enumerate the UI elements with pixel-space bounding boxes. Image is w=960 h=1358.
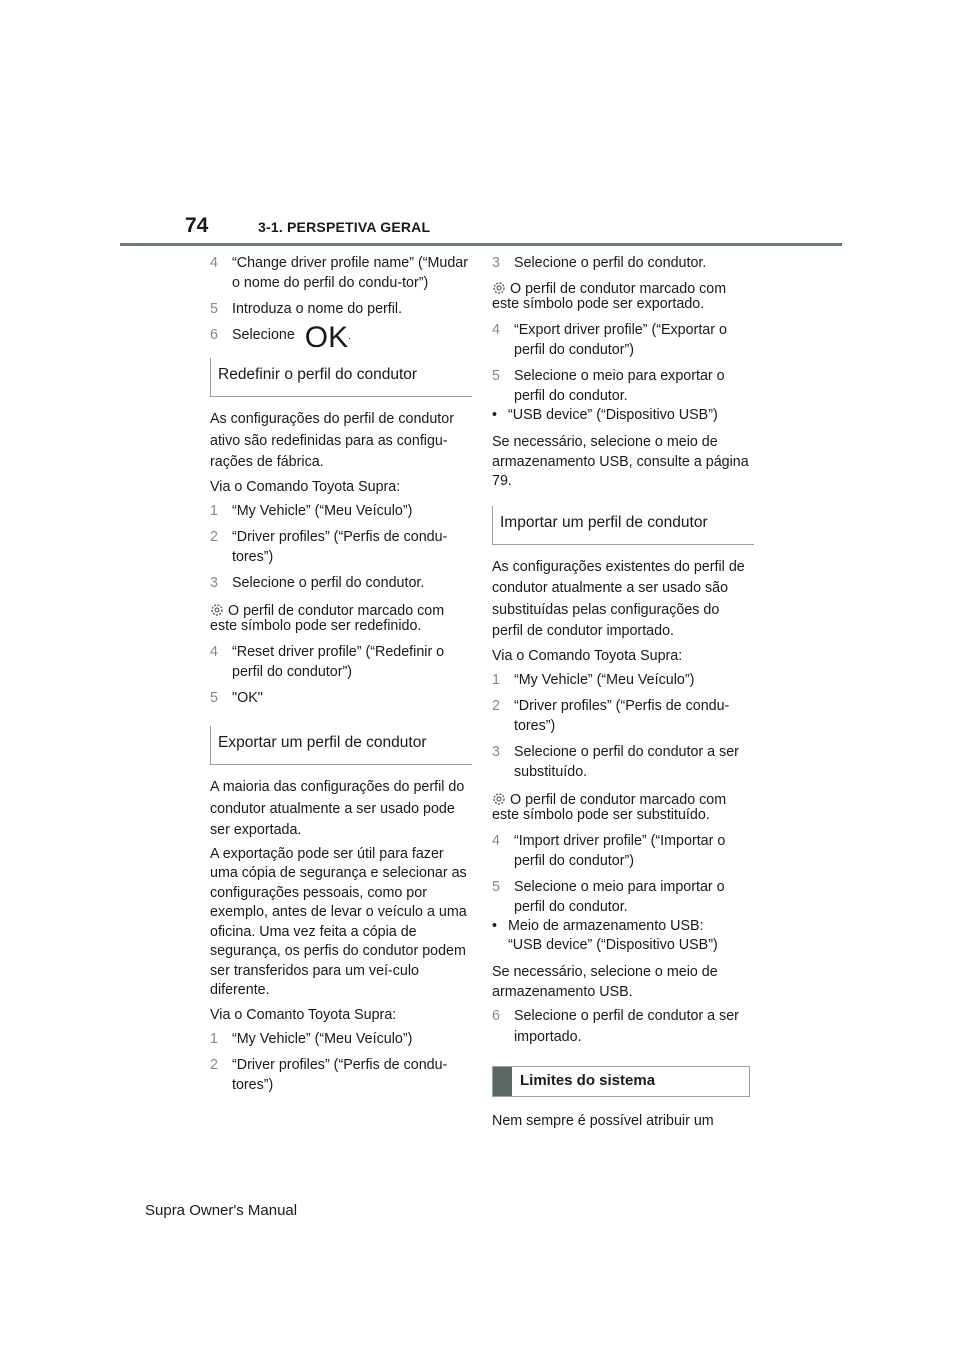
step-item bbox=[210, 527, 472, 567]
step-item bbox=[492, 696, 754, 736]
paragraph: Se necessário, selecione o meio de armazenamento USB, consulte a página 79. bbox=[492, 434, 749, 489]
step-text: “Driver profiles” (“Perfis de condu-tores”) bbox=[514, 698, 730, 734]
step-number: 6 bbox=[210, 327, 218, 343]
step-number: 1 bbox=[492, 672, 500, 688]
bullet-dot: • bbox=[492, 407, 498, 423]
bullet-dot: • bbox=[492, 918, 498, 934]
paragraph: A maioria das configurações do perfil do condutor atualmente a ser usado pode ser exportada. bbox=[210, 779, 465, 838]
step-item bbox=[210, 1029, 472, 1049]
step-item bbox=[210, 688, 472, 708]
heading-bar bbox=[493, 1067, 512, 1096]
step-item bbox=[210, 299, 472, 319]
paragraph: As configurações existentes do perfil de condutor atualmente a ser usado são substituídas pelas configurações do perfil de condutor importado. bbox=[492, 558, 745, 639]
step-number: 4 bbox=[492, 833, 500, 849]
heading-importar: Importar um perfil de condutor bbox=[492, 506, 754, 545]
step-text: Selecione o perfil do condutor. bbox=[232, 575, 425, 591]
heading-redefinir: Redefinir o perfil do condutor bbox=[210, 358, 472, 397]
step-text: “Change driver profile name” (“Mudar o nome do perfil do condu-tor”) bbox=[232, 255, 468, 291]
paragraph: Se necessário, selecione o meio de armazenamento USB. bbox=[492, 964, 718, 1000]
gear-icon bbox=[492, 281, 506, 295]
step-item bbox=[492, 742, 754, 782]
header-rule bbox=[120, 243, 842, 246]
paragraph: Via o Comanto Toyota Supra: bbox=[210, 1006, 397, 1023]
step-text: Selecione bbox=[232, 327, 295, 343]
note bbox=[492, 281, 754, 312]
step-text: “Driver profiles” (“Perfis de condu-tores”) bbox=[232, 529, 448, 565]
heading-exportar: Exportar um perfil de condutor bbox=[210, 726, 472, 765]
step-item bbox=[210, 501, 472, 521]
gear-icon bbox=[492, 792, 506, 806]
step-item bbox=[210, 1055, 472, 1095]
step-number: 2 bbox=[210, 1057, 218, 1073]
step-item bbox=[492, 877, 754, 917]
step-item bbox=[492, 831, 754, 871]
footer-text: Supra Owner's Manual bbox=[145, 1202, 298, 1219]
step-item bbox=[492, 670, 754, 690]
step-number: 1 bbox=[210, 1031, 218, 1047]
step-item bbox=[210, 573, 472, 593]
bullet-item bbox=[492, 917, 754, 955]
gear-icon bbox=[210, 603, 224, 617]
paragraph: Via o Comando Toyota Supra: bbox=[210, 478, 401, 495]
bullet-text-cont: “USB device” (“Dispositivo USB”) bbox=[508, 937, 718, 953]
paragraph: A exportação pode ser útil para fazer uma cópia de segurança e selecionar as configurações pessoais, como por exemplo, antes de levar o veículo a uma oficina. Uma vez feita a cópia de segurança, os perfis do condutor podem ser transferidos para um veí-culo diferente. bbox=[210, 845, 467, 998]
step-text: “Import driver profile” (“Importar o perfil do condutor”) bbox=[514, 833, 726, 869]
left-column bbox=[210, 253, 472, 1101]
step-number: 5 bbox=[492, 368, 500, 384]
step-number: 6 bbox=[492, 1008, 500, 1024]
paragraph: Nem sempre é possível atribuir um bbox=[492, 1113, 714, 1129]
section-title: 3-1. PERSPETIVA GERAL bbox=[258, 219, 431, 235]
step-number: 2 bbox=[492, 698, 500, 714]
heading-limites bbox=[492, 1066, 750, 1097]
step-text: "OK" bbox=[232, 690, 263, 706]
step-text-end: . bbox=[348, 331, 351, 342]
step-item bbox=[492, 366, 754, 406]
note bbox=[492, 792, 754, 823]
step-item bbox=[210, 642, 472, 682]
bullet-text: Meio de armazenamento USB: bbox=[508, 918, 704, 934]
step-item bbox=[210, 253, 472, 293]
right-column bbox=[492, 253, 754, 1136]
step-number: 1 bbox=[210, 503, 218, 519]
note-text: O perfil de condutor marcado com este símbolo pode ser redefinido. bbox=[210, 603, 445, 634]
bullet-text: “USB device” (“Dispositivo USB”) bbox=[508, 407, 718, 423]
step-text: “Export driver profile” (“Exportar o perfil do condutor”) bbox=[514, 322, 727, 358]
step-text: “Driver profiles” (“Perfis de condu-tores”) bbox=[232, 1057, 448, 1093]
step-item bbox=[210, 321, 472, 354]
step-item bbox=[492, 1006, 754, 1048]
step-text: “Reset driver profile” (“Redefinir o perfil do condutor”) bbox=[232, 644, 445, 680]
step-number: 2 bbox=[210, 529, 218, 545]
step-text: Selecione o perfil do condutor a ser substituído. bbox=[514, 744, 739, 780]
step-text: Selecione o meio para exportar o perfil do condutor. bbox=[514, 368, 725, 404]
step-text: Selecione o meio para importar o perfil do condutor. bbox=[514, 879, 725, 915]
paragraph: As configurações do perfil de condutor ativo são redefinidas para as configu-rações de fábrica. bbox=[210, 411, 454, 470]
note bbox=[210, 603, 472, 634]
step-number: 3 bbox=[210, 575, 218, 591]
step-item bbox=[492, 253, 754, 273]
step-number: 4 bbox=[210, 255, 218, 271]
ok-symbol: OK bbox=[304, 321, 349, 354]
paragraph: Via o Comando Toyota Supra: bbox=[492, 647, 683, 664]
step-number: 3 bbox=[492, 744, 500, 760]
step-number: 5 bbox=[210, 690, 218, 706]
step-text: “My Vehicle” (“Meu Veículo”) bbox=[232, 1031, 413, 1047]
step-number: 5 bbox=[210, 301, 218, 317]
step-item bbox=[492, 320, 754, 360]
note-text: O perfil de condutor marcado com este símbolo pode ser exportado. bbox=[492, 281, 727, 312]
step-text: Introduza o nome do perfil. bbox=[232, 301, 403, 317]
page-number: 74 bbox=[185, 214, 209, 237]
step-number: 5 bbox=[492, 879, 500, 895]
note-text: O perfil de condutor marcado com este símbolo pode ser substituído. bbox=[492, 792, 727, 823]
step-number: 3 bbox=[492, 255, 500, 271]
bullet-item bbox=[492, 406, 754, 425]
step-number: 4 bbox=[492, 322, 500, 338]
step-number: 4 bbox=[210, 644, 218, 660]
step-text: “My Vehicle” (“Meu Veículo”) bbox=[232, 503, 413, 519]
step-text: “My Vehicle” (“Meu Veículo”) bbox=[514, 672, 695, 688]
step-text: Selecione o perfil de condutor a ser importado. bbox=[514, 1008, 739, 1045]
heading-label: Limites do sistema bbox=[520, 1072, 656, 1089]
step-text: Selecione o perfil do condutor. bbox=[514, 255, 707, 271]
